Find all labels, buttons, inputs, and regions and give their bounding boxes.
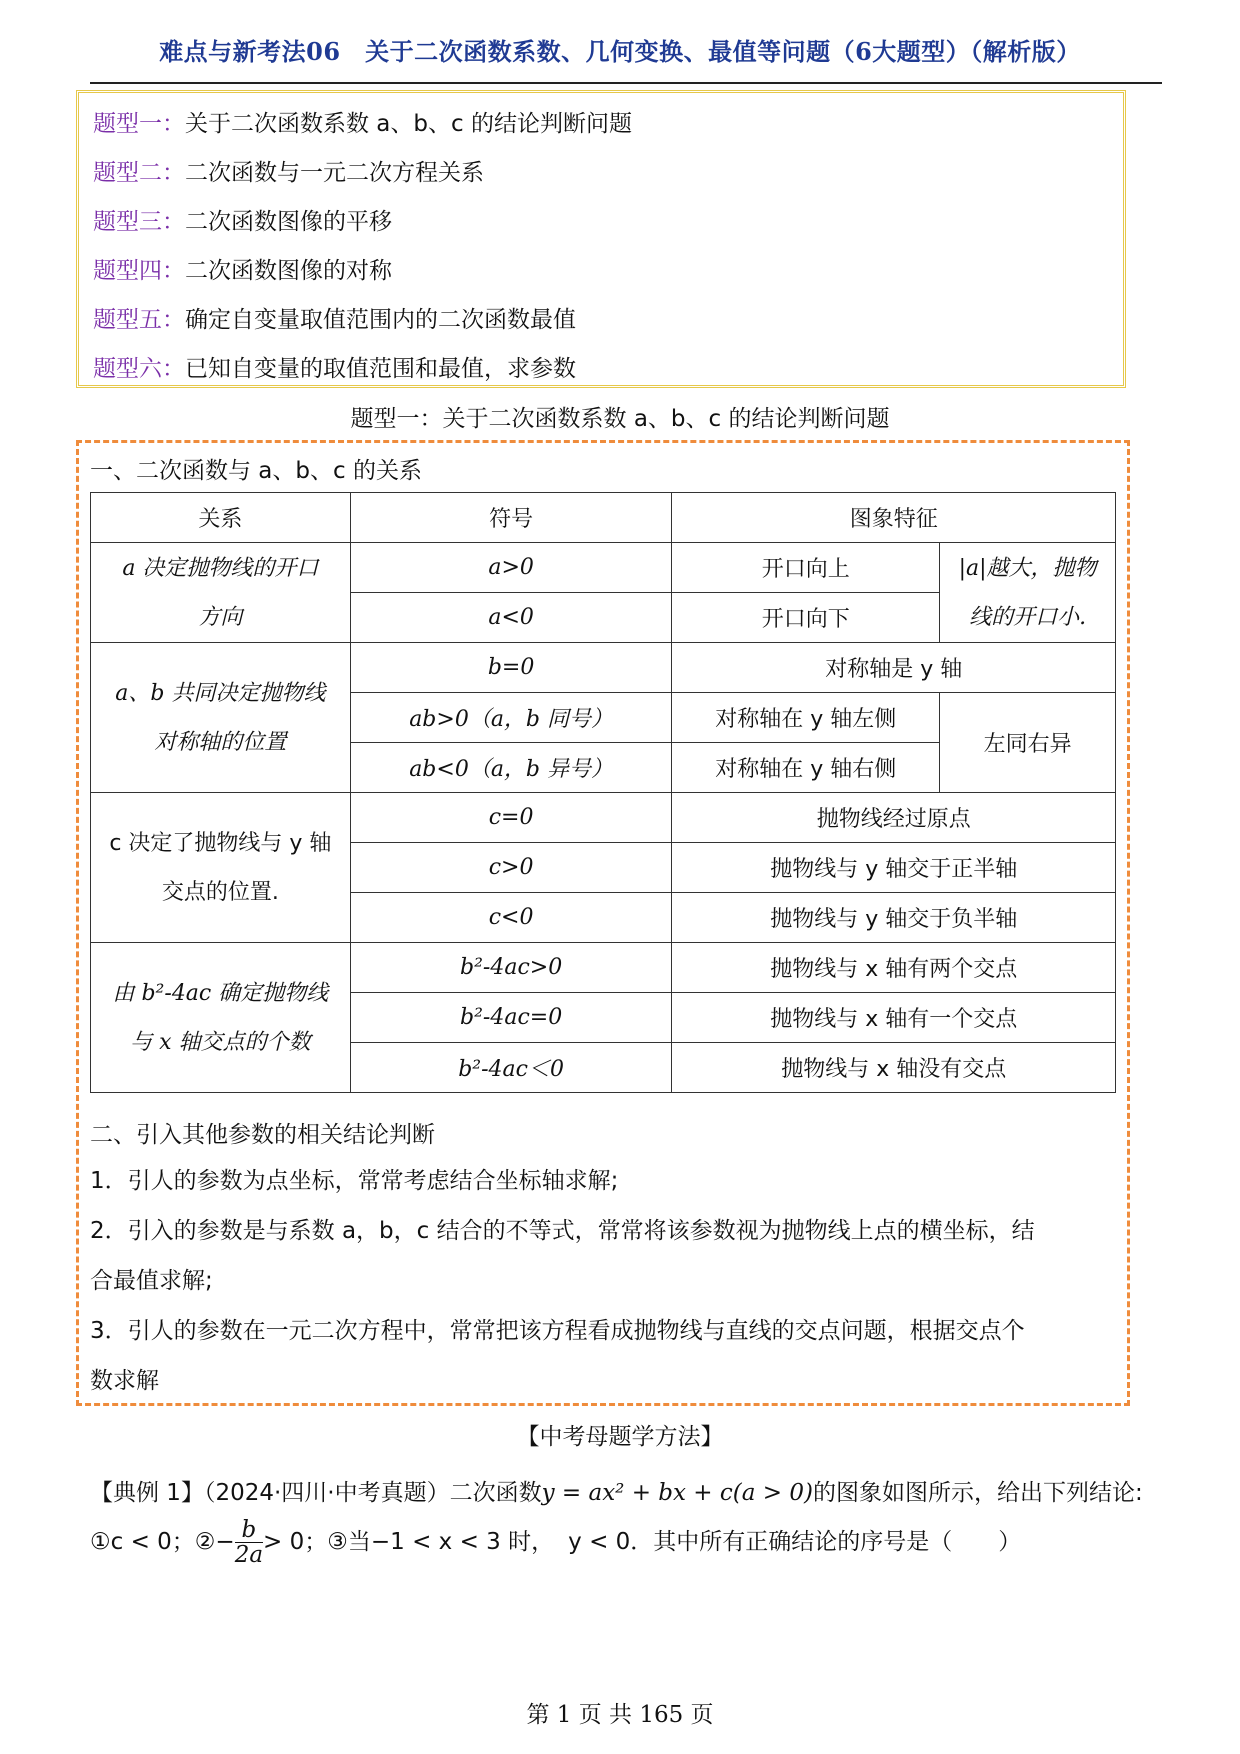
method-title: 【中考母题学方法】 bbox=[516, 1424, 724, 1450]
sign-cell: c=0 bbox=[350, 793, 672, 843]
header-rule bbox=[90, 82, 1162, 84]
paragraph-2b: 合最值求解; bbox=[90, 1268, 213, 1294]
example-line-1 bbox=[90, 1474, 1143, 1507]
relation-cell bbox=[91, 793, 351, 943]
relation-line: c 决定了抛物线与 y 轴 bbox=[109, 830, 332, 856]
paragraph-1: 1．引人的参数为点坐标，常常考虑结合坐标轴求解; bbox=[90, 1168, 619, 1194]
conclusion-2: > 0；③当−1 < x < 3 时， bbox=[263, 1529, 555, 1555]
table-row bbox=[91, 543, 1116, 593]
table-row bbox=[91, 793, 1116, 843]
feature-cell: 抛物线经过原点 bbox=[672, 793, 1116, 843]
relation-cell bbox=[91, 543, 351, 643]
feature-cell: 抛物线与 y 轴交于正半轴 bbox=[672, 843, 1116, 893]
feature-cell: 开口向下 bbox=[672, 593, 940, 643]
page-header-title: 难点与新考法06 关于二次函数系数、几何变换、最值等问题（6大题型）（解析版） bbox=[159, 37, 1081, 66]
note-line: |a|越大，抛物 bbox=[958, 555, 1097, 581]
relation-line: a 决定抛物线的开口 bbox=[122, 555, 319, 581]
section-title: 题型一：关于二次函数系数 a、b、c 的结论判断问题 bbox=[350, 406, 890, 432]
fraction-numerator: b bbox=[235, 1518, 263, 1543]
feature-cell: 抛物线与 x 轴有一个交点 bbox=[672, 993, 1116, 1043]
toc-text: 已知自变量的取值范围和最值，求参数 bbox=[185, 356, 576, 382]
sign-cell: c<0 bbox=[350, 893, 672, 943]
toc-text: 确定自变量取值范围内的二次函数最值 bbox=[185, 307, 576, 333]
table-header-row bbox=[91, 493, 1116, 543]
table-row bbox=[91, 643, 1116, 693]
toc-label: 题型二： bbox=[93, 160, 185, 186]
example-line-2 bbox=[90, 1518, 1021, 1567]
sign-cell: b=0 bbox=[350, 643, 672, 693]
sign-cell: b²-4ac=0 bbox=[350, 993, 672, 1043]
toc-box bbox=[76, 90, 1126, 388]
relation-line: 交点的位置. bbox=[161, 879, 279, 905]
toc-text: 二次函数图像的对称 bbox=[185, 258, 392, 284]
feature-cell: 开口向上 bbox=[672, 543, 940, 593]
relation-line: 由 b²-4ac 确定抛物线 bbox=[112, 980, 329, 1006]
toc-item-2 bbox=[93, 154, 484, 187]
relation-line: 方向 bbox=[198, 604, 243, 630]
sign-cell: a>0 bbox=[350, 543, 672, 593]
feature-cell: 抛物线与 y 轴交于负半轴 bbox=[672, 893, 1116, 943]
toc-label: 题型四： bbox=[93, 258, 185, 284]
relation-cell bbox=[91, 643, 351, 793]
paragraph-2a: 2．引入的参数是与系数 a，b，c 结合的不等式，常常将该参数视为抛物线上点的横坐标，结 bbox=[90, 1218, 1035, 1244]
relation-cell bbox=[91, 943, 351, 1093]
toc-item-3 bbox=[93, 203, 392, 236]
toc-label: 题型五： bbox=[93, 307, 185, 333]
table-header-cell: 图象特征 bbox=[672, 493, 1116, 543]
sign-cell: b²-4ac>0 bbox=[350, 943, 672, 993]
example-suffix: 的图象如图所示，给出下列结论: bbox=[812, 1480, 1143, 1506]
feature-cell: 抛物线与 x 轴没有交点 bbox=[672, 1043, 1116, 1093]
table-header-cell: 关系 bbox=[91, 493, 351, 543]
relation-table bbox=[90, 492, 1116, 1093]
table-header-cell: 符号 bbox=[350, 493, 672, 543]
note-cell bbox=[940, 543, 1116, 643]
feature-cell: 抛物线与 x 轴有两个交点 bbox=[672, 943, 1116, 993]
toc-text: 二次函数图像的平移 bbox=[185, 209, 392, 235]
relation-line: 与 x 轴交点的个数 bbox=[130, 1029, 311, 1055]
note-line: 线的开口小. bbox=[969, 604, 1087, 630]
toc-text: 二次函数与一元二次方程关系 bbox=[185, 160, 484, 186]
example-formula: y = ax² + bx + c(a > 0) bbox=[541, 1480, 813, 1506]
sign-cell: a<0 bbox=[350, 593, 672, 643]
feature-cell: 对称轴在 y 轴右侧 bbox=[672, 743, 940, 793]
table-row bbox=[91, 943, 1116, 993]
feature-cell: 对称轴是 y 轴 bbox=[672, 643, 1116, 693]
fraction bbox=[235, 1518, 263, 1567]
sign-cell: ab<0（a，b 异号） bbox=[350, 743, 672, 793]
feature-cell: 对称轴在 y 轴左侧 bbox=[672, 693, 940, 743]
toc-label: 题型三： bbox=[93, 209, 185, 235]
conclusion-3: y < 0．其中所有正确结论的序号是（ ） bbox=[568, 1529, 1022, 1555]
toc-item-5 bbox=[93, 301, 576, 334]
page-footer: 第 1 页 共 165 页 bbox=[526, 1702, 714, 1728]
relation-line: 对称轴的位置 bbox=[154, 729, 287, 755]
note-cell: 左同右异 bbox=[940, 693, 1116, 793]
paragraph-3b: 数求解 bbox=[90, 1368, 159, 1394]
fraction-denominator: 2a bbox=[234, 1542, 264, 1568]
toc-item-1 bbox=[93, 105, 632, 138]
example-prefix: 【典例 1】（2024·四川·中考真题）二次函数 bbox=[90, 1480, 542, 1506]
sign-cell: ab>0（a，b 同号） bbox=[350, 693, 672, 743]
subheading-1: 一、二次函数与 a、b、c 的关系 bbox=[90, 458, 422, 484]
relation-line: a、b 共同决定抛物线 bbox=[115, 680, 326, 706]
subheading-2: 二、引入其他参数的相关结论判断 bbox=[90, 1122, 435, 1148]
toc-item-4 bbox=[93, 252, 392, 285]
sign-cell: c>0 bbox=[350, 843, 672, 893]
toc-label: 题型一： bbox=[93, 111, 185, 137]
paragraph-3a: 3．引人的参数在一元二次方程中，常常把该方程看成抛物线与直线的交点问题，根据交点个 bbox=[90, 1318, 1025, 1344]
toc-text: 关于二次函数系数 a、b、c 的结论判断问题 bbox=[185, 111, 632, 137]
toc-item-6 bbox=[93, 350, 576, 383]
toc-label: 题型六： bbox=[93, 356, 185, 382]
sign-cell: b²-4ac＜0 bbox=[350, 1043, 672, 1093]
conclusion-1: ①c < 0；②− bbox=[90, 1529, 235, 1555]
